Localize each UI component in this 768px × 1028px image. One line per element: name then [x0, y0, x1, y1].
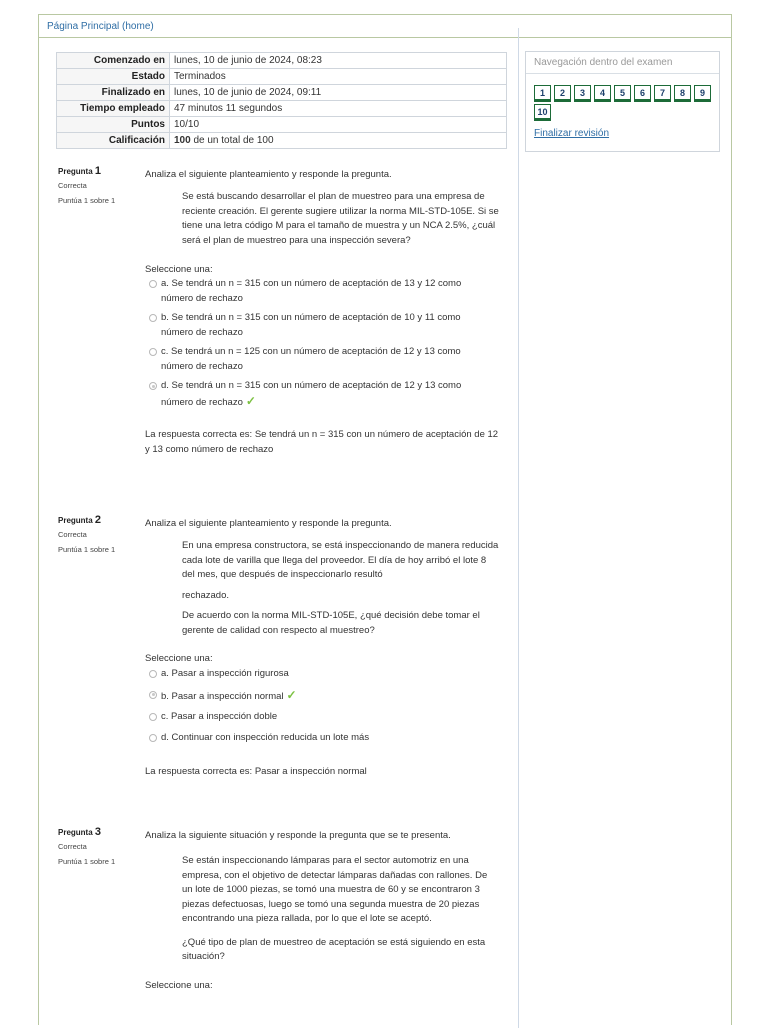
summary-row [57, 117, 507, 133]
nav-question-5-button[interactable]: 5 [614, 85, 631, 102]
answer-option-text: d. Se tendrá un n = 315 con un número de aceptación de 12 y 13 como número de rechazo [161, 380, 462, 408]
summary-row [57, 69, 507, 85]
summary-row [57, 85, 507, 101]
question-text: rechazado. [182, 589, 230, 601]
radio-button[interactable] [149, 734, 157, 742]
select-one-label: Seleccione una: [145, 979, 213, 991]
quiz-navigation-buttons [534, 85, 716, 121]
question-number-value: 2 [94, 514, 102, 526]
nav-question-2-button[interactable]: 2 [554, 85, 571, 102]
question-text: En una empresa constructora, se está inspeccionando de manera reducida cada lote de varilla que llega del proveedor. El día de hoy arribó el lote 8 del mes, que después de inspeccionarlo resultó [182, 540, 499, 580]
question-number [58, 826, 138, 838]
summary-value: Terminados [170, 69, 507, 85]
summary-value: lunes, 10 de junio de 2024, 09:11 [170, 85, 507, 101]
question-number-value: 1 [94, 165, 102, 177]
answer-option[interactable] [149, 277, 505, 306]
question-grade: Puntúa 1 sobre 1 [58, 545, 116, 554]
question-state: Correcta [58, 842, 87, 851]
radio-button[interactable] [149, 670, 157, 678]
nav-question-4-button[interactable]: 4 [594, 85, 611, 102]
answer-option-text: b. Pasar a inspección normal [161, 690, 284, 702]
nav-question-1-button[interactable]: 1 [534, 85, 551, 102]
summary-label: Estado [57, 69, 170, 85]
question-text: Se está buscando desarrollar el plan de muestreo para una empresa de reciente creación. El gerente sugiere utilizar la norma MIL-STD-105E. Si se tiene una letra código M para el tamaño de muestra y un NCA 2.5%, ¿cuál será el plan de muestreo para una inspección severa? [182, 191, 499, 246]
summary-label: Comenzado en [57, 53, 170, 69]
summary-label: Finalizado en [57, 85, 170, 101]
radio-button[interactable] [149, 314, 157, 322]
question-label: Pregunta [58, 828, 93, 837]
answer-option-text: c. Se tendrá un n = 125 con un número de aceptación de 12 y 13 como número de rechazo [161, 346, 461, 372]
question-state: Correcta [58, 530, 87, 539]
question-grade: Puntúa 1 sobre 1 [58, 196, 116, 205]
answer-option-text: a. Pasar a inspección rigurosa [161, 668, 289, 679]
answer-option-selected[interactable] [149, 379, 505, 410]
answer-option-text-wrap [161, 688, 491, 705]
radio-button[interactable] [149, 348, 157, 356]
nav-question-10-button[interactable]: 10 [534, 104, 551, 121]
question-intro: Analiza el siguiente planteamiento y responde la pregunta. [145, 169, 392, 180]
question-grade: Puntúa 1 sobre 1 [58, 857, 116, 866]
answer-option[interactable] [149, 731, 505, 746]
answer-option-text: b. Se tendrá un n = 315 con un número de aceptación de 10 y 11 como número de rechazo [161, 312, 461, 338]
summary-value: 10/10 [170, 117, 507, 133]
breadcrumb [39, 15, 731, 38]
answer-option-text-wrap [161, 379, 491, 410]
answer-option-text: d. Continuar con inspección reducida un lote más [161, 731, 370, 743]
summary-row [57, 53, 507, 69]
nav-question-9-button[interactable]: 9 [694, 85, 711, 102]
question-text: De acuerdo con la norma MIL-STD-105E, ¿qué decisión debe tomar el gerente de calidad con respecto al muestreo? [182, 610, 480, 636]
nav-question-7-button[interactable]: 7 [654, 85, 671, 102]
question-info [58, 165, 138, 205]
right-answer: La respuesta correcta es: Se tendrá un n = 315 con un número de aceptación de 12 y 13 como número de rechazo [145, 429, 499, 455]
answer-option-text: a. Se tendrá un n = 315 con un número de aceptación de 13 y 12 como número de rechazo [161, 278, 462, 304]
question-label: Pregunta [58, 167, 93, 176]
breadcrumb-home-link[interactable]: Página Principal (home) [47, 20, 154, 32]
question-info [58, 514, 138, 554]
question-text: Se están inspeccionando lámparas para el sector automotriz en una empresa, con el objetivo de detectar lámparas dañadas con rallones. De un lote de 1000 piezas, se tomó una muestra de 60 y se encontraron 3 piezas defectuosas, luego se tomó una segunda muestra de 20 piezas encontrando una pieza rallada, por lo que el lote se aceptó. [182, 855, 488, 924]
answer-option[interactable] [149, 667, 505, 682]
finish-review-link[interactable]: Finalizar revisión [534, 128, 610, 139]
summary-label: Calificación [57, 133, 170, 149]
radio-button-checked[interactable] [149, 691, 157, 699]
answer-option[interactable] [149, 311, 505, 340]
nav-question-8-button[interactable]: 8 [674, 85, 691, 102]
grade-score: 100 [174, 135, 191, 146]
summary-value: 47 minutos 11 segundos [170, 101, 507, 117]
question-label: Pregunta [58, 516, 93, 525]
radio-button[interactable] [149, 280, 157, 288]
right-answer: La respuesta correcta es: Pasar a inspección normal [145, 766, 367, 777]
answer-option-text: c. Pasar a inspección doble [161, 711, 278, 722]
summary-value [170, 133, 507, 149]
summary-label: Puntos [57, 117, 170, 133]
answer-option-selected[interactable] [149, 688, 505, 705]
select-one-label: Seleccione una: [145, 264, 213, 275]
column-divider [518, 28, 519, 1028]
answer-option[interactable] [149, 710, 505, 725]
question-intro: Analiza el siguiente planteamiento y responde la pregunta. [145, 518, 392, 529]
question-number [58, 514, 138, 526]
nav-question-6-button[interactable]: 6 [634, 85, 651, 102]
question-content [145, 829, 505, 991]
question-content [145, 517, 505, 780]
radio-button[interactable] [149, 713, 157, 721]
question-number [58, 165, 138, 177]
correct-check-icon: ✓ [286, 687, 297, 702]
quiz-navigation-title: Navegación dentro del examen [526, 52, 719, 74]
question-content [145, 168, 505, 457]
select-one-label: Seleccione una: [145, 653, 213, 664]
attempt-summary-table [56, 52, 507, 149]
question-state: Correcta [58, 181, 87, 190]
summary-label: Tiempo empleado [57, 101, 170, 117]
question-intro: Analiza la siguiente situación y responde la pregunta que se te presenta. [145, 830, 451, 841]
nav-question-3-button[interactable]: 3 [574, 85, 591, 102]
correct-check-icon: ✓ [245, 393, 256, 408]
quiz-navigation-block [525, 51, 720, 152]
question-text: ¿Qué tipo de plan de muestreo de aceptación se está siguiendo en esta situación? [182, 936, 486, 962]
radio-button-checked[interactable] [149, 382, 157, 390]
summary-row [57, 101, 507, 117]
summary-row [57, 133, 507, 149]
question-number-value: 3 [94, 826, 102, 838]
answer-option[interactable] [149, 345, 505, 374]
grade-total: de un total de 100 [190, 135, 274, 146]
question-info [58, 826, 138, 866]
summary-value: lunes, 10 de junio de 2024, 08:23 [170, 53, 507, 69]
